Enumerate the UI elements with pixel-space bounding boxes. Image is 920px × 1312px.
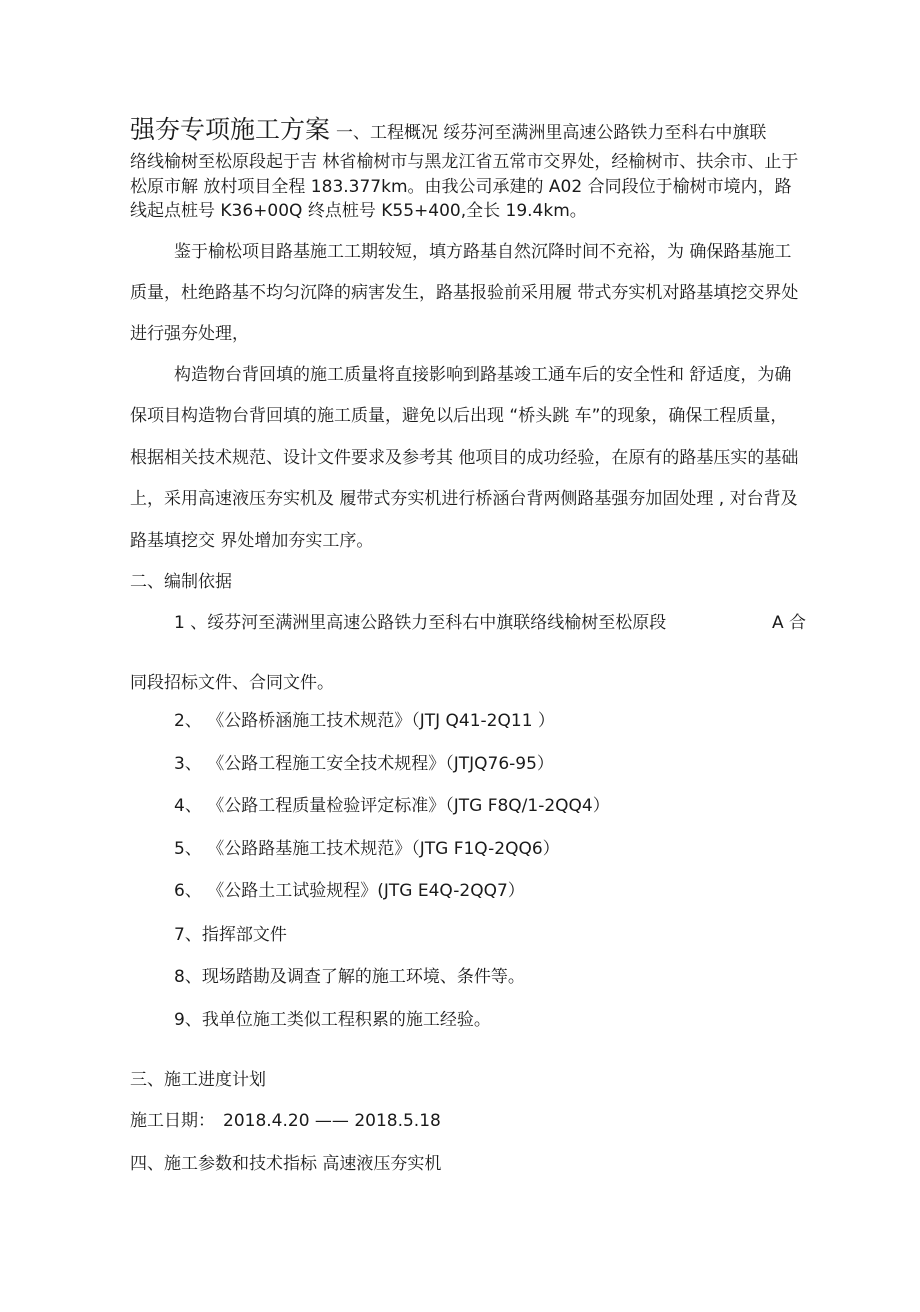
section4-heading: 四、施工参数和技术指标 高速液压夯实机 — [130, 1154, 442, 1174]
para3-line-5: 路基填挖交 界处增加夯实工序。 — [130, 531, 374, 551]
intro-line-3: 松原市解 放村项目全程 183.377km。由我公司承建的 A02 合同段位于榆树市境内，路 — [130, 177, 792, 197]
basis-item-9: 9、我单位施工类似工程积累的施工经验。 — [174, 1010, 491, 1030]
basis-item-2: 2、 《公路桥涵施工技术规范》（JTJ Q41-2Q11 ） — [174, 711, 555, 731]
intro-line-1 — [130, 115, 766, 145]
para3-line-2: 保项目构造物台背回填的施工质量，避免以后出现 “桥头跳 车”的现象，确保工程质量， — [130, 406, 788, 426]
basis-item-7: 7、指挥部文件 — [174, 925, 287, 945]
schedule-label: 施工日期： — [130, 1111, 215, 1131]
section2-heading: 二、编制依据 — [130, 572, 232, 592]
para2-line-2: 质量，杜绝路基不均匀沉降的病害发生，路基报验前采用履 带式夯实机对路基填挖交界处 — [130, 283, 799, 303]
para2-line-3: 进行强夯处理， — [130, 324, 249, 344]
basis-item-1: 1 、绥芬河至满洲里高速公路铁力至科右中旗联络线榆树至松原段 — [174, 613, 667, 633]
basis-item-3: 3、 《公路工程施工安全技术规程》（JTJQ76-95） — [174, 754, 554, 774]
basis-item-4: 4、 《公路工程质量检验评定标准》（JTG F8Q/1-2QQ4） — [174, 796, 610, 816]
section3-heading: 三、施工进度计划 — [130, 1070, 266, 1090]
para3-line-4: 上，采用高速液压夯实机及 履带式夯实机进行桥涵台背两侧路基强夯加固处理 , 对台背及 — [130, 489, 798, 509]
para3-line-3: 根据相关技术规范、设计文件要求及参考其 他项目的成功经验，在原有的路基压实的基础 — [130, 448, 799, 468]
intro-line-4: 线起点桩号 K36+00Q 终点桩号 K55+400,全长 19.4km。 — [130, 201, 587, 221]
schedule-dates: 2018.4.20 —— 2018.5.18 — [223, 1111, 441, 1131]
basis-item-8: 8、现场踏勘及调查了解的施工环境、条件等。 — [174, 967, 525, 987]
basis-item-6: 6、 《公路土工试验规程》(JTG E4Q-2QQ7） — [174, 881, 525, 901]
basis-item-1-tail: A 合 — [772, 613, 807, 633]
page-title: 强夯专项施工方案 — [130, 115, 331, 144]
basis-item-1-cont: 同段招标文件、合同文件。 — [130, 673, 334, 693]
basis-item-5: 5、 《公路路基施工技术规范》（JTG F1Q-2QQ6） — [174, 839, 560, 859]
intro-text-1: 一、工程概况 绥芬河至满洲里高速公路铁力至科右中旗联 — [336, 123, 767, 143]
intro-line-2: 络线榆树至松原段起于吉 林省榆树市与黑龙江省五常市交界处，经榆树市、扶余市、止于 — [130, 152, 799, 172]
schedule-line — [130, 1111, 441, 1131]
para2-line-1: 鉴于榆松项目路基施工工期较短，填方路基自然沉降时间不充裕，为 确保路基施工 — [174, 242, 792, 262]
para3-line-1: 构造物台背回填的施工质量将直接影响到路基竣工通车后的安全性和 舒适度，为确 — [174, 365, 792, 385]
